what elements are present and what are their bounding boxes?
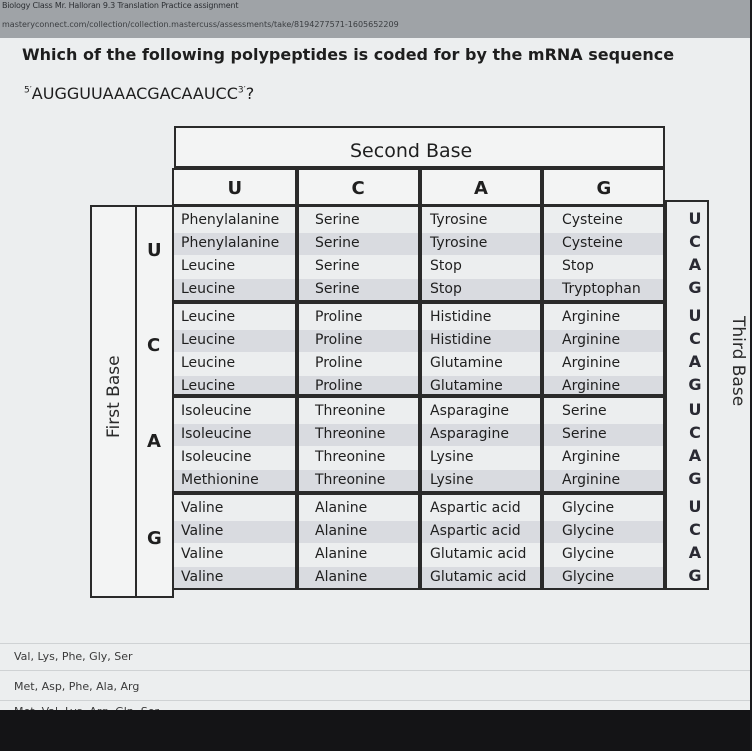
- third-base-letter: U: [688, 400, 702, 419]
- amino-acid-label: Glycine: [562, 523, 615, 539]
- amino-acid-label: Threonine: [315, 449, 386, 465]
- amino-acid-label: Lysine: [430, 472, 474, 488]
- amino-acid-label: Lysine: [430, 449, 474, 465]
- amino-acid-label: Threonine: [315, 472, 386, 488]
- amino-acid-label: Asparagine: [430, 426, 509, 442]
- amino-acid-label: Alanine: [315, 546, 368, 562]
- third-base-letter: U: [688, 497, 702, 516]
- amino-acid-label: Glycine: [562, 500, 615, 516]
- third-base-letter: G: [688, 469, 702, 488]
- amino-acid-label: Leucine: [181, 332, 236, 348]
- amino-acid-label: Leucine: [181, 258, 236, 274]
- amino-acid-label: Proline: [315, 378, 363, 394]
- amino-acid-label: Alanine: [315, 500, 368, 516]
- seq-5prime: 5′: [24, 85, 32, 96]
- amino-acid-label: Glutamic acid: [430, 569, 527, 585]
- seq-question-mark: ?: [245, 84, 255, 103]
- amino-acid-label: Leucine: [181, 281, 236, 297]
- second-base-letter: U: [227, 178, 243, 199]
- amino-acid-label: Proline: [315, 309, 363, 325]
- second-base-letter: C: [351, 178, 365, 199]
- amino-acid-label: Stop: [562, 258, 594, 274]
- third-base-letter: U: [688, 306, 702, 325]
- answer-option-1[interactable]: Val, Lys, Phe, Gly, Ser: [14, 650, 133, 663]
- amino-acid-label: Isoleucine: [181, 426, 252, 442]
- amino-acid-label: Arginine: [562, 472, 621, 488]
- amino-acid-label: Arginine: [562, 355, 621, 371]
- amino-acid-label: Glutamic acid: [430, 546, 527, 562]
- answer-divider: [0, 700, 750, 701]
- third-base-letter: U: [688, 209, 702, 228]
- amino-acid-label: Stop: [430, 281, 462, 297]
- amino-acid-label: Leucine: [181, 309, 236, 325]
- amino-acid-label: Leucine: [181, 355, 236, 371]
- amino-acid-label: Glutamine: [430, 378, 503, 394]
- third-base-axis-label: Third Base: [728, 316, 748, 407]
- amino-acid-label: Valine: [181, 569, 224, 585]
- amino-acid-label: Glycine: [562, 546, 615, 562]
- first-base-letter: U: [147, 239, 162, 261]
- amino-acid-label: Phenylalanine: [181, 235, 280, 251]
- third-base-letter: G: [688, 566, 702, 585]
- amino-acid-label: Arginine: [562, 332, 621, 348]
- answer-divider: [0, 643, 750, 644]
- amino-acid-label: Serine: [315, 212, 360, 228]
- first-base-axis-label: First Base: [104, 355, 124, 438]
- answer-option-2[interactable]: Met, Asp, Phe, Ala, Arg: [14, 680, 140, 693]
- third-base-letter: C: [689, 329, 701, 348]
- amino-acid-label: Aspartic acid: [430, 500, 521, 516]
- first-base-letter: C: [147, 335, 161, 356]
- amino-acid-label: Serine: [562, 403, 607, 419]
- amino-acid-label: Isoleucine: [181, 449, 252, 465]
- address-bar[interactable]: masteryconnect.com/collection/collection.mastercuss/assessments/take/8194277571-1605652209: [2, 20, 399, 29]
- amino-acid-label: Serine: [315, 235, 360, 251]
- seq-3prime: 3′: [237, 85, 246, 96]
- amino-acid-label: Tyrosine: [430, 212, 488, 228]
- amino-acid-label: Threonine: [315, 403, 386, 419]
- third-base-letter: C: [689, 232, 701, 251]
- amino-acid-label: Cysteine: [562, 235, 623, 251]
- amino-acid-label: Tryptophan: [562, 281, 641, 297]
- third-base-letter: G: [688, 375, 702, 394]
- third-base-letter: C: [689, 423, 701, 442]
- mrna-sequence: [24, 84, 254, 103]
- browser-tab-title[interactable]: Biology Class Mr. Halloran 9.3 Translation Practice assignment: [2, 1, 239, 10]
- amino-acid-label: Alanine: [315, 523, 368, 539]
- amino-acid-label: Asparagine: [430, 403, 509, 419]
- amino-acid-label: Glutamine: [430, 355, 503, 371]
- screen-bezel: [0, 710, 750, 751]
- third-base-letter: A: [688, 352, 702, 371]
- amino-acid-label: Aspartic acid: [430, 523, 521, 539]
- amino-acid-label: Valine: [181, 500, 224, 516]
- amino-acid-label: Histidine: [430, 332, 492, 348]
- amino-acid-label: Leucine: [181, 378, 236, 394]
- amino-acid-label: Proline: [315, 355, 363, 371]
- amino-acid-label: Valine: [181, 523, 224, 539]
- third-base-letter: A: [688, 255, 702, 274]
- amino-acid-label: Histidine: [430, 309, 492, 325]
- amino-acid-label: Arginine: [562, 309, 621, 325]
- second-base-label: Second Base: [350, 140, 473, 162]
- amino-acid-label: Stop: [430, 258, 462, 274]
- amino-acid-label: Alanine: [315, 569, 368, 585]
- third-base-letter: A: [688, 446, 702, 465]
- amino-acid-label: Threonine: [315, 426, 386, 442]
- question-text: Which of the following polypeptides is coded for by the mRNA sequence: [22, 45, 675, 64]
- third-base-column-box: [665, 200, 709, 590]
- seq-bases: AUGGUUAAACGACAAUCC: [31, 84, 238, 103]
- browser-chrome: [0, 0, 750, 38]
- first-base-letter: G: [147, 527, 162, 549]
- amino-acid-label: Tyrosine: [430, 235, 488, 251]
- amino-acid-label: Proline: [315, 332, 363, 348]
- amino-acid-label: Phenylalanine: [181, 212, 280, 228]
- amino-acid-label: Glycine: [562, 569, 615, 585]
- answer-divider: [0, 670, 750, 671]
- amino-acid-label: Isoleucine: [181, 403, 252, 419]
- amino-acid-label: Arginine: [562, 449, 621, 465]
- amino-acid-label: Arginine: [562, 378, 621, 394]
- amino-acid-label: Cysteine: [562, 212, 623, 228]
- amino-acid-label: Serine: [315, 281, 360, 297]
- third-base-letter: G: [688, 278, 702, 297]
- amino-acid-label: Methionine: [181, 472, 259, 488]
- amino-acid-label: Serine: [315, 258, 360, 274]
- third-base-letter: A: [688, 543, 702, 562]
- amino-acid-label: Valine: [181, 546, 224, 562]
- second-base-letter: G: [596, 178, 612, 199]
- amino-acid-label: Serine: [562, 426, 607, 442]
- second-base-letter: A: [474, 178, 488, 199]
- third-base-letter: C: [689, 520, 701, 539]
- first-base-letter: A: [147, 430, 161, 452]
